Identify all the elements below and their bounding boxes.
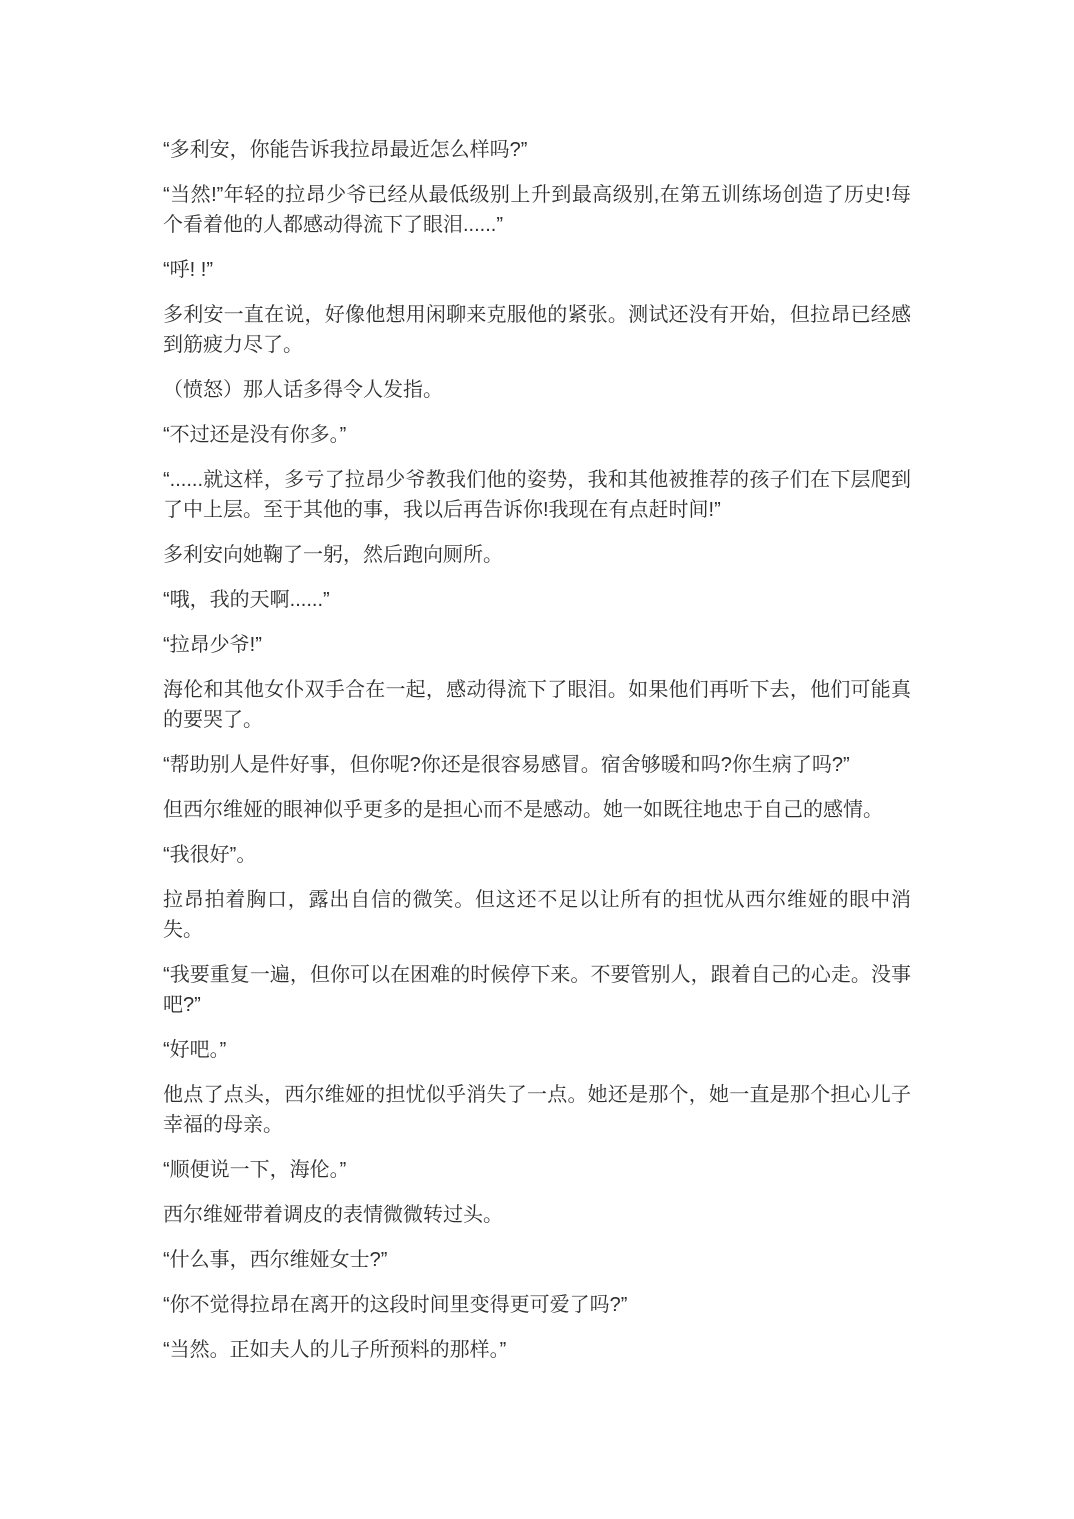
paragraph: 多利安一直在说，好像他想用闲聊来克服他的紧张。测试还没有开始，但拉昂已经感到筋疲力尽了。 [163, 304, 911, 356]
paragraph: “什么事，西尔维娅女士?” [163, 1249, 388, 1271]
paragraph: “我很好”。 [163, 844, 257, 866]
paragraph: 西尔维娅带着调皮的表情微微转过头。 [163, 1204, 503, 1226]
paragraph: 拉昂拍着胸口，露出自信的微笑。但这还不足以让所有的担忧从西尔维娅的眼中消失。 [163, 889, 911, 941]
paragraph: “多利安，你能告诉我拉昂最近怎么样吗?” [163, 139, 528, 161]
paragraph: “好吧。” [163, 1039, 227, 1061]
paragraph: “当然!”年轻的拉昂少爷已经从最低级别上升到最高级别,在第五训练场创造了历史!每个看着他的人都感动得流下了眼泪......” [163, 184, 911, 236]
paragraph: “我要重复一遍，但你可以在困难的时候停下来。不要管别人，跟着自己的心走。没事吧?” [163, 964, 911, 1016]
paragraph: 多利安向她鞠了一躬，然后跑向厕所。 [163, 544, 503, 566]
paragraph: “拉昂少爷!” [163, 634, 262, 656]
paragraph: “不过还是没有你多。” [163, 424, 347, 446]
paragraph: “帮助别人是件好事，但你呢?你还是很容易感冒。宿舍够暖和吗?你生病了吗?” [163, 754, 850, 776]
paragraph: 海伦和其他女仆双手合在一起，感动得流下了眼泪。如果他们再听下去，他们可能真的要哭了。 [163, 679, 911, 731]
paragraph: “顺便说一下，海伦。” [163, 1159, 347, 1181]
paragraph: 但西尔维娅的眼神似乎更多的是担心而不是感动。她一如既往地忠于自己的感情。 [163, 799, 883, 821]
paragraph: （愤怒）那人话多得令人发指。 [163, 379, 443, 401]
paragraph: “当然。正如夫人的儿子所预料的那样。” [163, 1339, 507, 1361]
paragraph: 他点了点头，西尔维娅的担忧似乎消失了一点。她还是那个，她一直是那个担心儿子幸福的母亲。 [163, 1084, 911, 1136]
paragraph: “......就这样，多亏了拉昂少爷教我们他的姿势，我和其他被推荐的孩子们在下层爬到了中上层。至于其他的事，我以后再告诉你!我现在有点赶时间!” [163, 469, 911, 521]
paragraph: “呼! !” [163, 259, 213, 281]
paragraph: “你不觉得拉昂在离开的这段时间里变得更可爱了吗?” [163, 1294, 628, 1316]
paragraph: “哦，我的天啊......” [163, 589, 330, 611]
document-content [163, 135, 911, 1380]
